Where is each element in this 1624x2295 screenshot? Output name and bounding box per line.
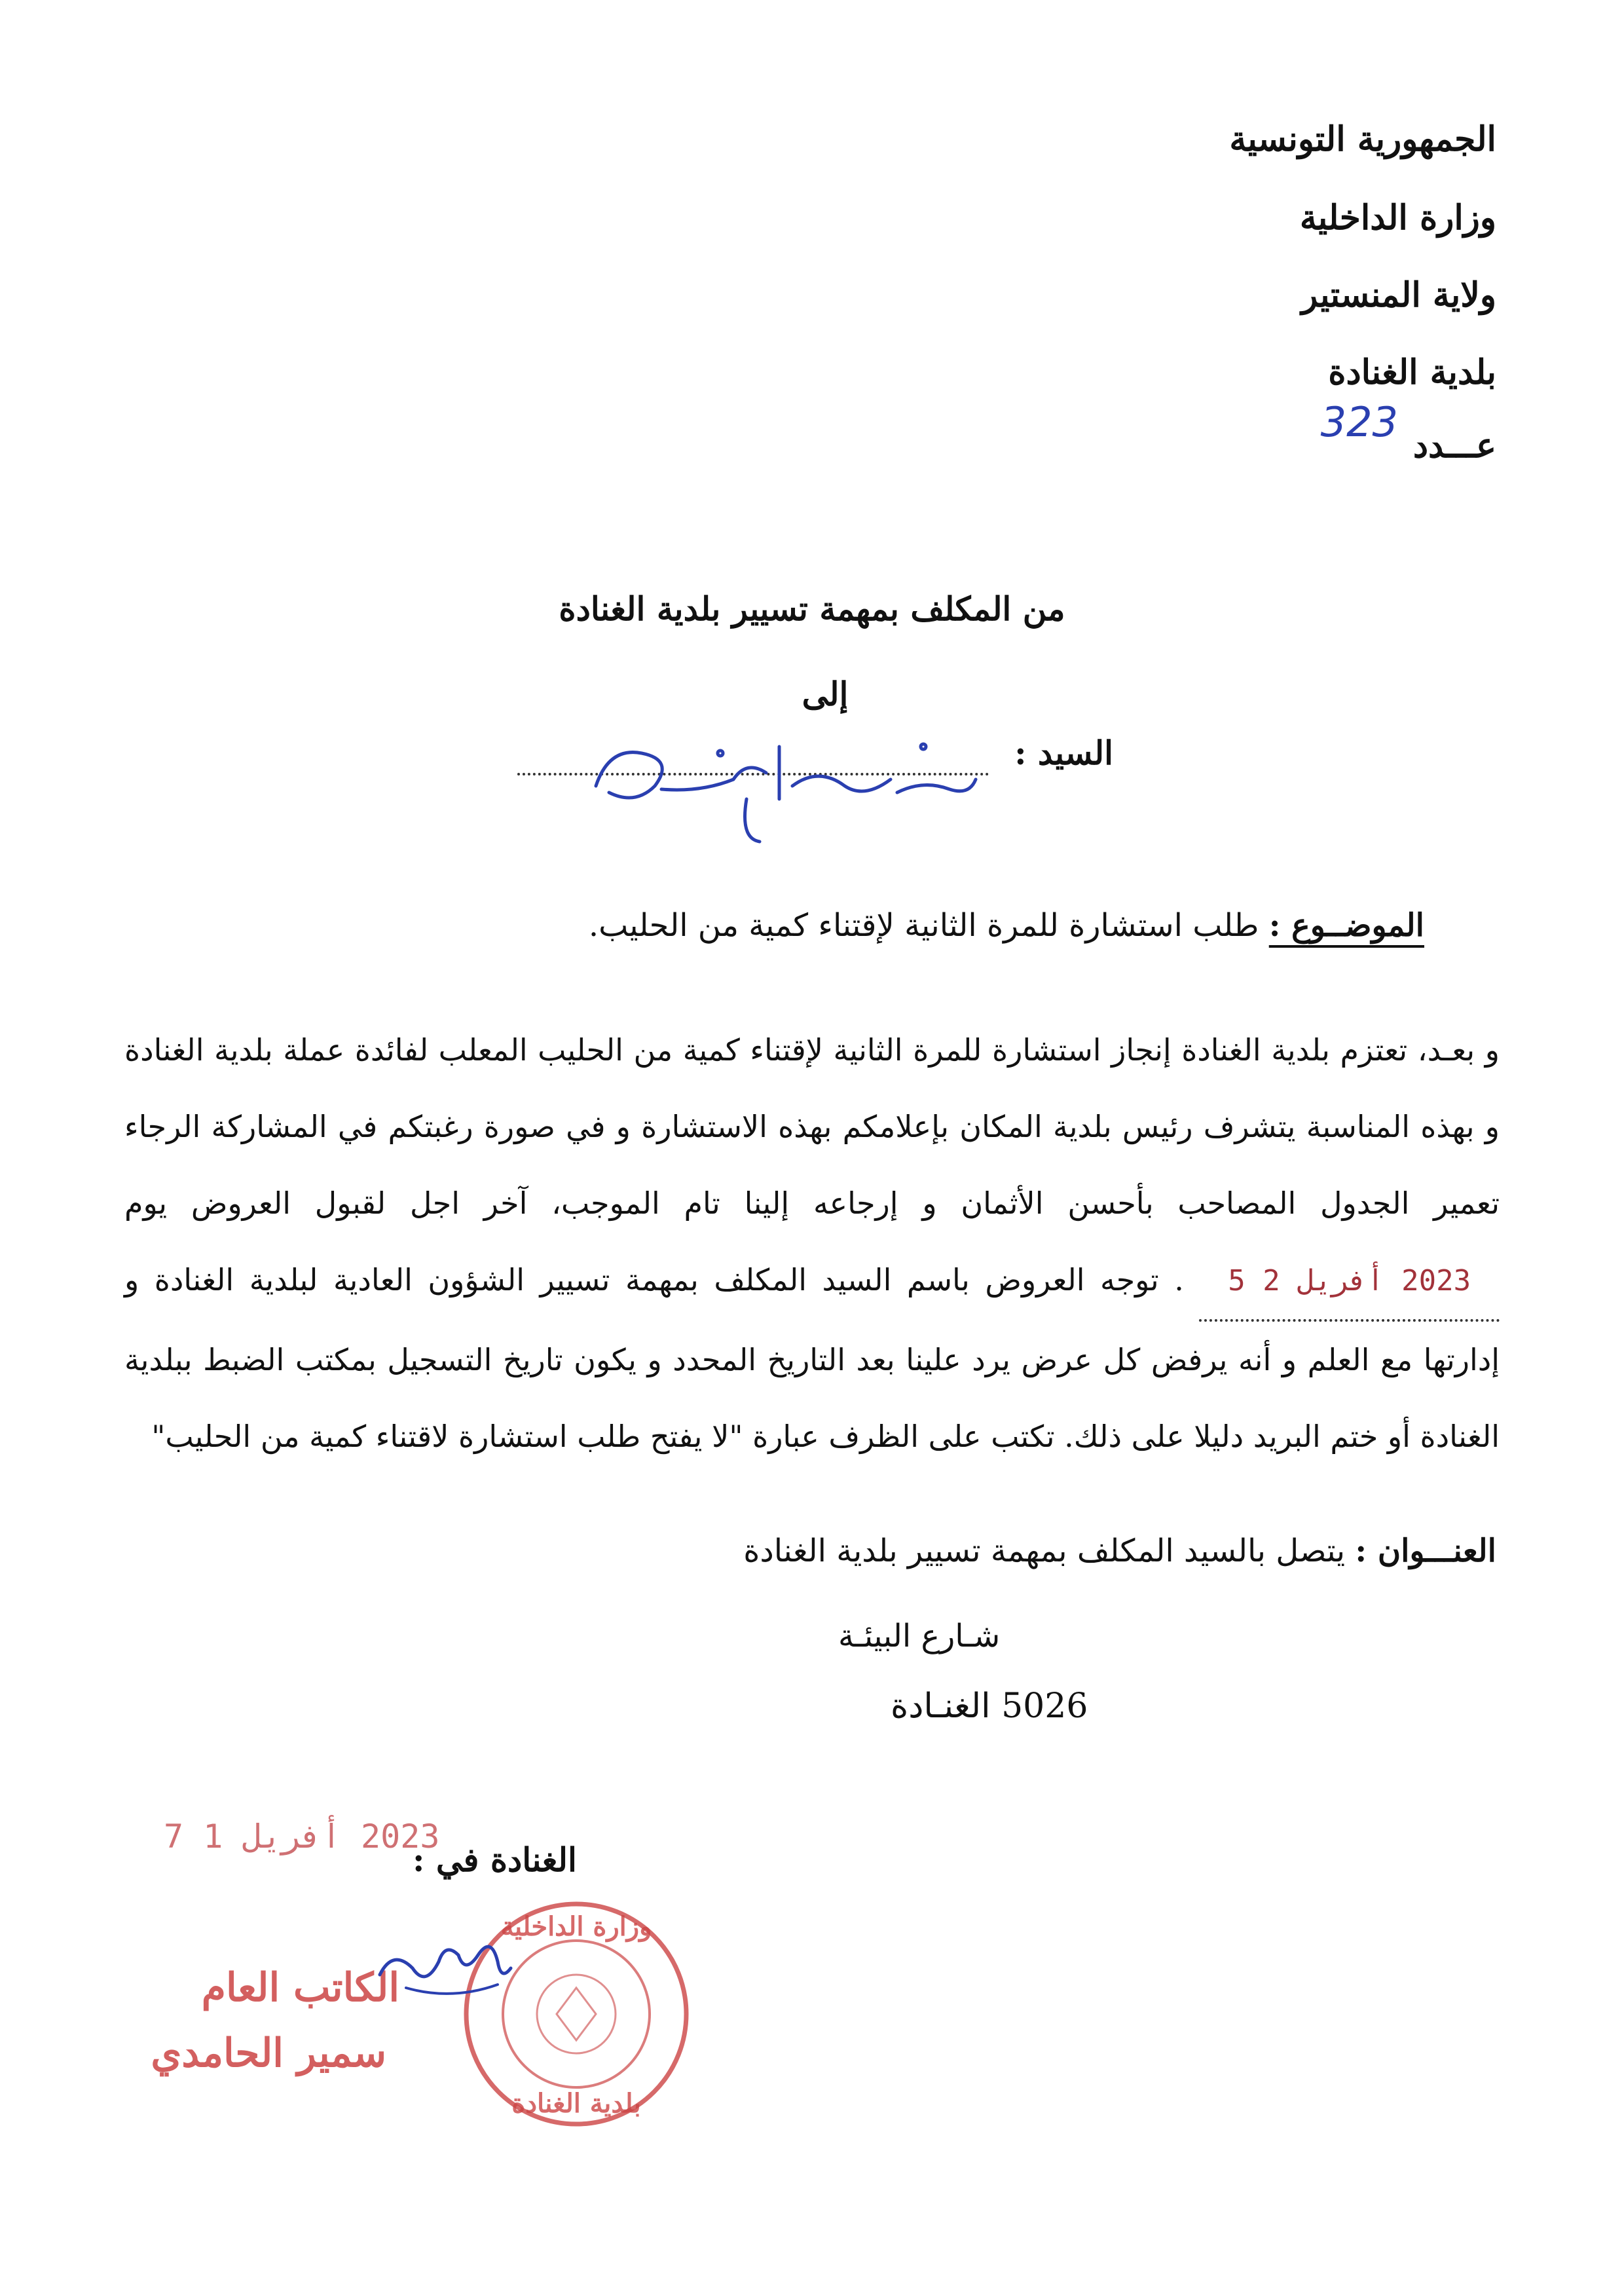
handwritten-recipient-name [583, 707, 989, 851]
seal-outer-text: وزارة الداخلية [500, 1911, 652, 1942]
body-part-2: . توجه العروض باسم السيد المكلف بمهمة تسيير الشؤون العادية لبلدية الغنادة و إدارتها مع العلم و أنه يرفض كل عرض يرد علينا بعد التاريخ المحدد و يكون تاريخ التسجيل بمكتب الضبط ببلدية الغنادة أو ختم البريد دليلا على ذلك. تكتب على الظرف عبارة "لا يفتح طلب استشارة لاقتناء كمية من الحليب" [124, 1262, 1500, 1454]
address-street: شـارع البيئـة [838, 1618, 1001, 1654]
handwritten-reference-number: 323 [1320, 398, 1398, 446]
subject-label: الموضــوع : [1268, 907, 1424, 944]
subject-text: طلب استشارة للمرة الثانية لإقتناء كمية من الحليب. [588, 907, 1259, 944]
header-number [907, 398, 1496, 466]
sender-line: من المكلف بمهمة تسيير بلدية الغنادة [559, 589, 1065, 628]
address-line [743, 1533, 1496, 1569]
recipient-name-text: موقع الواب [786, 840, 817, 847]
header-republic: الجمهورية التونسية [1229, 119, 1496, 159]
body-paragraph [124, 1012, 1500, 1475]
body-part-1: و بعـد، تعتزم بلدية الغنادة إنجاز استشارة للمرة الثانية لإقتناء كمية من الحليب المعلب لفائدة عملة بلدية الغنادة و بهذه المناسبة يتشرف رئيس بلدية المكان بإعلامكم بهذه الاستشارة و في صورة رغبتكم في المشاركة الرجاء تعمير الجدول المصاحب بأحسن الأثمان و إرجاعه إلينا تام الموجب، آخر اجل لقبول العروض يوم [124, 1032, 1500, 1221]
stamp-title: الكاتب العام [201, 1965, 399, 2011]
address-text: يتصل بالسيد المكلف بمهمة تسيير بلدية الغنادة [743, 1533, 1346, 1569]
handwritten-signature [367, 1916, 524, 2007]
number-label: عـــدد [1412, 426, 1496, 466]
city-name: الغنـادة [891, 1687, 991, 1726]
subject-line [589, 907, 1424, 944]
seal-inner-text: بلدية الغنادة [511, 2088, 641, 2119]
recipient-label: السيد : [1014, 734, 1113, 772]
deadline-dotted-field [1199, 1242, 1500, 1322]
header-municipality: بلدية الغنادة [1328, 352, 1496, 392]
header-governorate: ولاية المنستير [1301, 275, 1496, 315]
address-label: العنـــوان : [1355, 1533, 1496, 1569]
issue-date-stamp: 2023 أفريل 1 7 [164, 1818, 440, 1856]
postal-code: 5026 [1001, 1687, 1088, 1726]
header-ministry: وزارة الداخلية [1299, 198, 1496, 238]
stamp-name: سمير الحامدي [151, 2030, 386, 2076]
deadline-date-stamp: 2023 أفريل 2 5 [1228, 1264, 1471, 1297]
address-city-line [891, 1687, 1088, 1726]
to-word: إلى [802, 675, 849, 713]
place-date-label: الغنادة في : [413, 1840, 577, 1879]
